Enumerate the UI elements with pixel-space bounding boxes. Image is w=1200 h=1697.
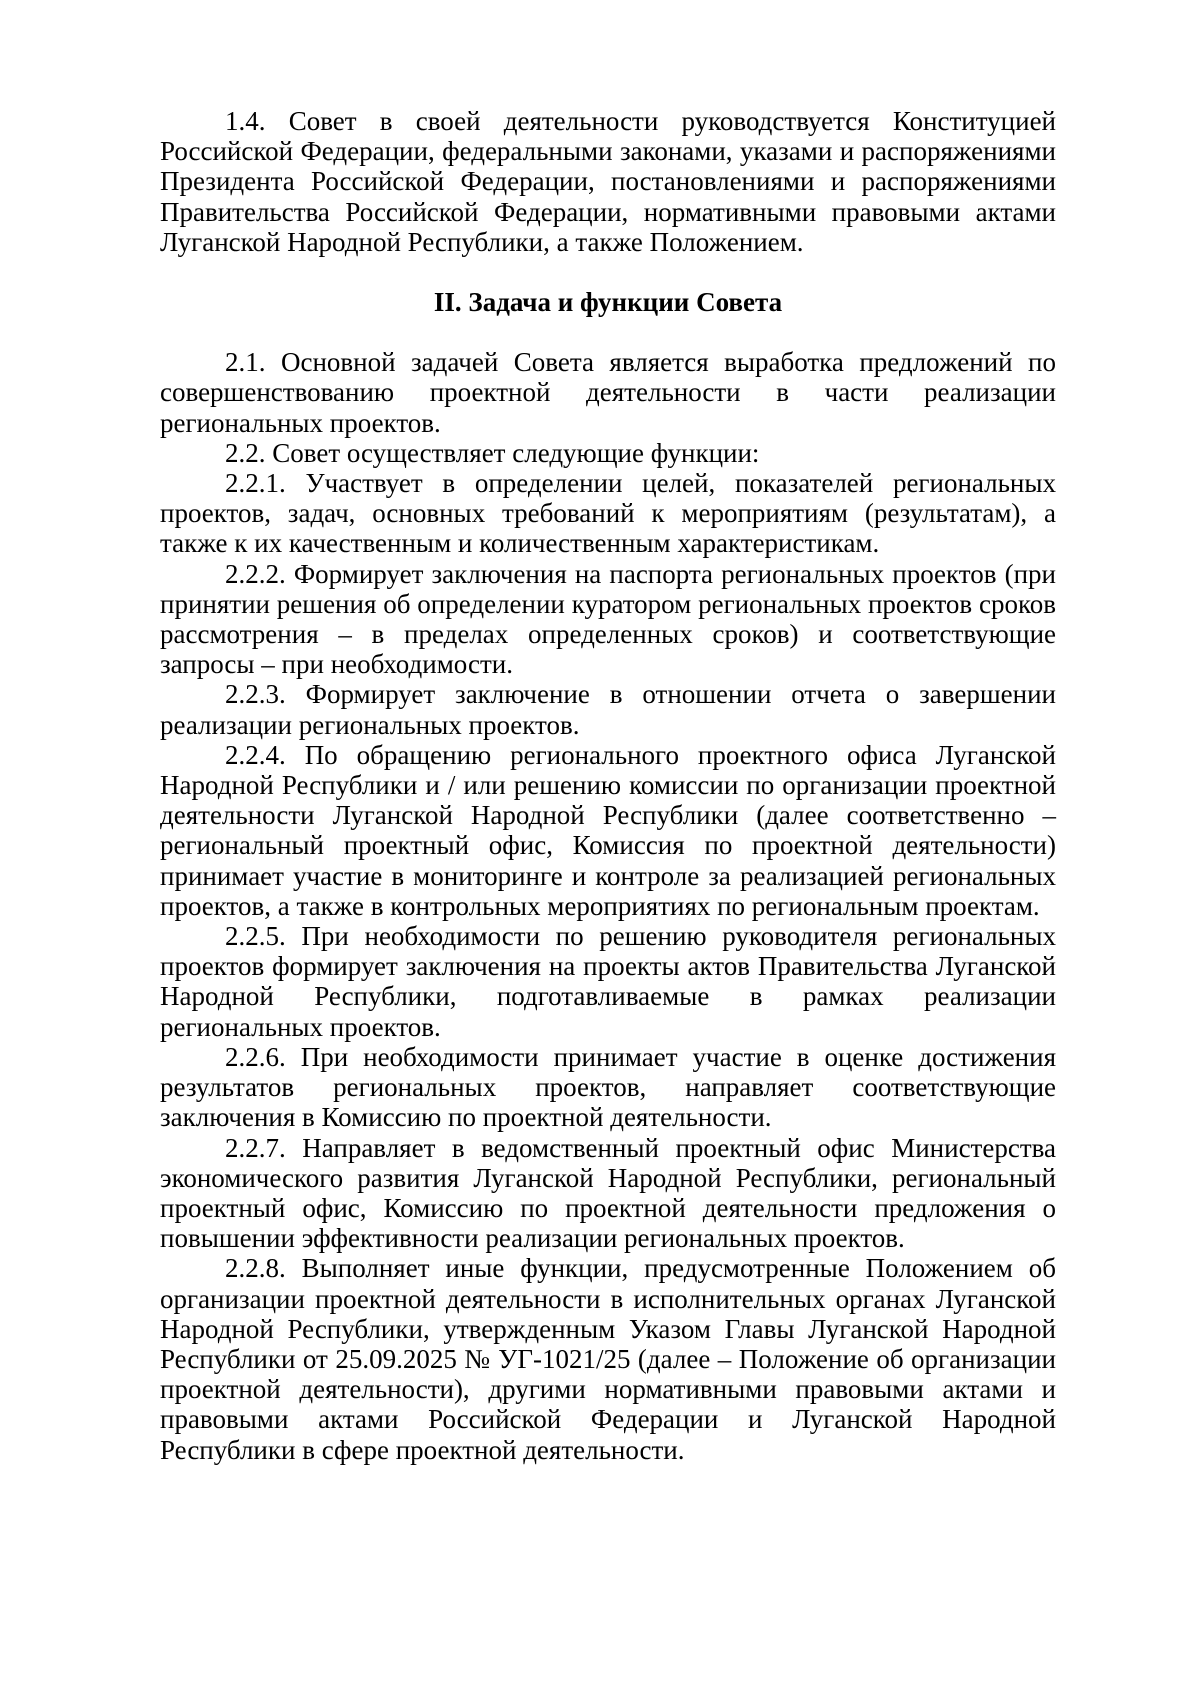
document-page xyxy=(160,106,1056,1465)
paragraph-2-2-7: 2.2.7. Направляет в ведомственный проектный офис Министерства экономического развития Луганской Народной Республики, региональный проектный офис, Комиссию по проектной деятельности предложения о повышении эффективности реализации региональных проектов. xyxy=(160,1132,1056,1254)
paragraph-2-2-8: 2.2.8. Выполняет иные функции, предусмотренные Положением об организации проектной деятельности в исполнительных органах Луганской Народной Республики, утвержденным Указом Главы Луганской Народной Республики от 25.09.2025 № УГ-1021/25 (далее – Положение об организации проектной деятельности), другими нормативными правовыми актами и правовыми актами Российской Федерации и Луганской Народной Республики в сфере проектной деятельности. xyxy=(160,1253,1056,1465)
paragraph-2-2: 2.2. Совет осуществляет следующие функции: xyxy=(225,437,760,468)
paragraph-2-1: 2.1. Основной задачей Совета является выработка предложений по совершенствованию проектной деятельности в части реализации региональных проектов. xyxy=(160,347,1056,438)
paragraph-1-4: 1.4. Совет в своей деятельности руководствуется Конституцией Российской Федерации, федеральными законами, указами и распоряжениями Президента Российской Федерации, постановлениями и распоряжениями Правительства Российской Федерации, нормативными правовыми актами Луганской Народной Республики, а также Положением. xyxy=(160,106,1056,257)
paragraph-2-2-1: 2.2.1. Участвует в определении целей, показателей региональных проектов, задач, основных требований к мероприятиям (результатам), а также к их качественным и количественным характеристикам. xyxy=(160,468,1056,559)
paragraph-2-2-6: 2.2.6. При необходимости принимает участие в оценке достижения результатов региональных проектов, направляет соответствующие заключения в Комиссию по проектной деятельности. xyxy=(160,1041,1056,1133)
paragraph-2-2-4: 2.2.4. По обращению регионального проектного офиса Луганской Народной Республики и / или решению комиссии по организации проектной деятельности Луганской Народной Республики (далее соответственно – региональный проектный офис, Комиссия по проектной деятельности) принимает участие в мониторинге и контроле за реализацией региональных проектов, а также в контрольных мероприятиях по региональным проектам. xyxy=(160,739,1056,921)
paragraph-2-2-3: 2.2.3. Формирует заключение в отношении отчета о завершении реализации региональных проектов. xyxy=(160,679,1056,740)
section-heading: II. Задача и функции Совета xyxy=(433,287,783,318)
paragraph-2-2-5: 2.2.5. При необходимости по решению руководителя региональных проектов формирует заключения на проекты актов Правительства Луганской Народной Республики, подготавливаемые в рамках реализации региональных проектов. xyxy=(160,921,1056,1042)
paragraph-2-2-2: 2.2.2. Формирует заключения на паспорта региональных проектов (при принятии решения об определении куратором региональных проектов сроков рассмотрения – в пределах определенных сроков) и соответствующие запросы – при необходимости. xyxy=(160,558,1056,680)
